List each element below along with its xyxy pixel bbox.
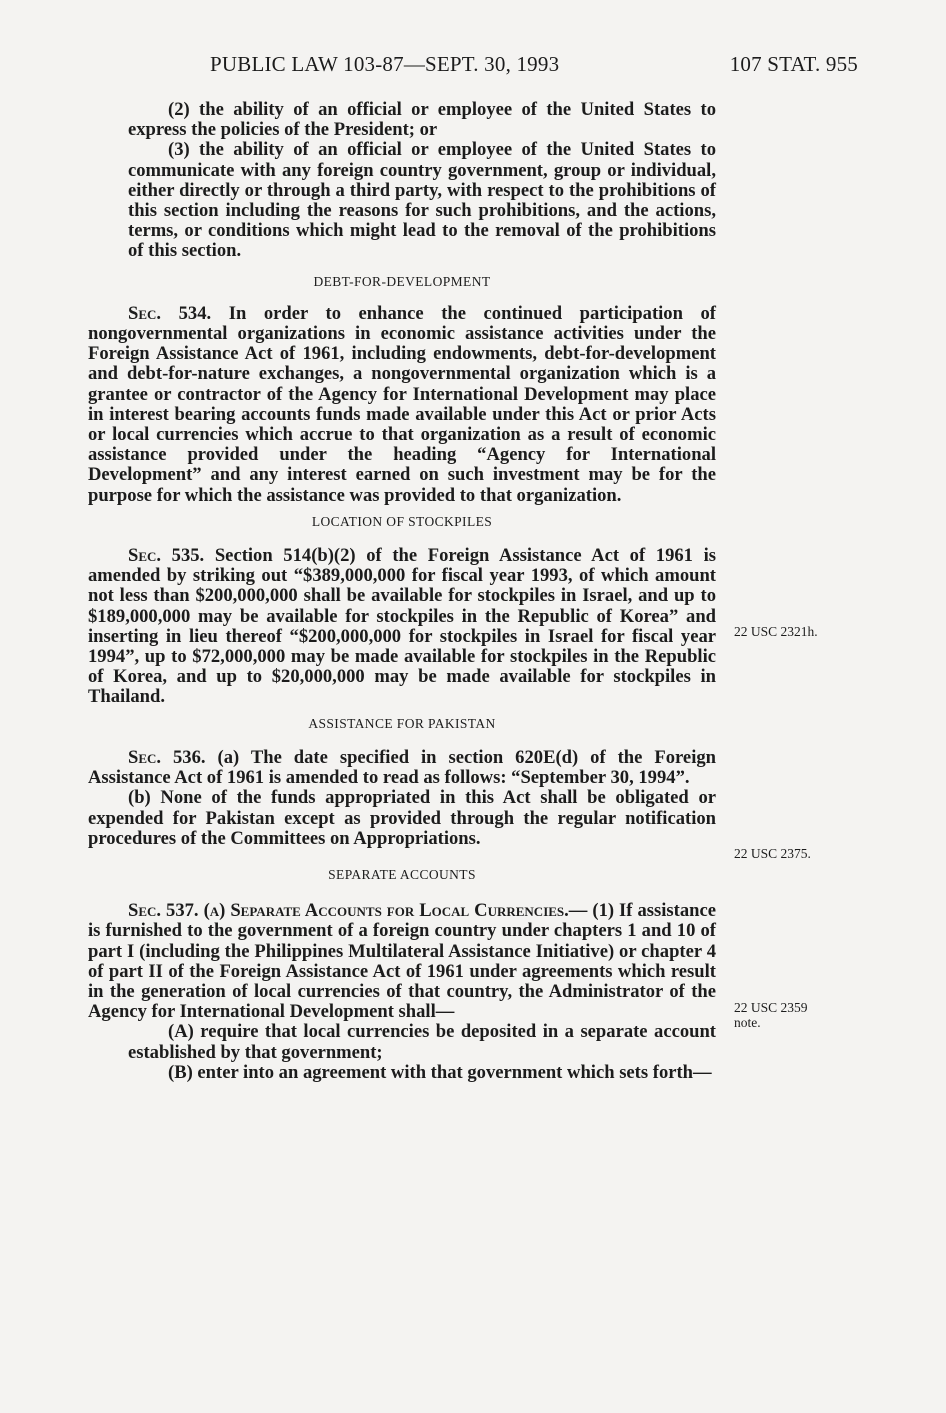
body-text <box>88 100 716 1083</box>
running-head: PUBLIC LAW 103-87—SEPT. 30, 1993 <box>210 52 560 76</box>
section-536-label: Sec. 536. <box>128 746 206 768</box>
heading-location-of-stockpiles: LOCATION OF STOCKPILES <box>311 513 493 529</box>
page-header <box>88 52 858 82</box>
margin-note-2359 <box>734 1000 844 1030</box>
section-537-A: (A) require that local currencies be deposited in a separate account established by that government; <box>128 1021 716 1063</box>
statute-page-reference: 107 STAT. 955 <box>729 52 858 76</box>
margin-note-2321h: 22 USC 2321h. <box>734 624 818 639</box>
section-537-B: (B) enter into an agreement with that government which sets forth— <box>168 1061 712 1083</box>
margin-note-2359-line2: note. <box>734 1015 761 1030</box>
section-537-a-title: (a) Separate Accounts for Local Currencies.— <box>203 900 588 922</box>
section-537-label: Sec. 537. <box>128 900 199 922</box>
section-534 <box>88 304 716 506</box>
section-536-a <box>88 748 716 788</box>
heading-assistance-for-pakistan: ASSISTANCE FOR PAKISTAN <box>308 715 496 731</box>
section-535 <box>88 546 716 708</box>
section-535-text: Section 514(b)(2) of the Foreign Assistance Act of 1961 is amended by striking out “$389,000,000 for fiscal year 1993, of which amount not less than $200,000,000 shall be available for stockpiles in Israel, and up to $189,000,000 may be available for stockpiles in the Republic of Korea” and inserting in lieu thereof “$200,000,000 for stockpiles in Israel for fiscal year 1994”, up to $72,000,000 may be made available for stockpiles in the Republic of Korea, and up to $20,000,000 may be made available for stockpiles in Thailand. <box>88 545 716 708</box>
paragraph-2: (2) the ability of an official or employee of the United States to express the policies of the President; or <box>128 99 716 141</box>
heading-debt-for-development: DEBT-FOR-DEVELOPMENT <box>313 273 491 289</box>
heading-separate-accounts: SEPARATE ACCOUNTS <box>328 866 476 882</box>
section-534-text: In order to enhance the continued participation of nongovernmental organizations in economic assistance activities under the Foreign Assistance Act of 1961, including endowments, debt-for-development and debt-for-nature exchanges, a nongovernmental organization which is a grantee or contractor of the Agency for International Development may place in interest bearing accounts funds made available under this Act or prior Acts or local currencies which accrue to that organization as a result of economic assistance provided under the heading “Agency for International Development” and any interest earned on such investment may be for the purpose for which the assistance was provided to that organization. <box>88 302 716 506</box>
section-535-label: Sec. 535. <box>128 545 205 567</box>
section-534-label: Sec. 534. <box>128 302 212 324</box>
section-536-b: (b) None of the funds appropriated in this Act shall be obligated or expended for Pakistan except as provided through the regular notification procedures of the Committees on Appropriations. <box>88 787 716 849</box>
section-537-1-text: (1) If assistance is furnished to the government of a foreign country under chapters 1 and 10 of part I (including the Philippines Multilateral Assistance Initiative) or chapter 4 of part II of the Foreign Assistance Act of 1961 under agreements which result in the generation of local currencies of that country, the Administrator of the Agency for International Development shall— <box>88 900 716 1023</box>
margin-note-2375: 22 USC 2375. <box>734 846 811 861</box>
section-536-a-text: (a) The date specified in section 620E(d) of the Foreign Assistance Act of 1961 is amended to read as follows: “September 30, 1994”. <box>88 746 716 789</box>
margin-note-2359-line1: 22 USC 2359 <box>734 1000 808 1015</box>
paragraph-3: (3) the ability of an official or employee of the United States to communicate with any foreign country government, group or individual, either directly or through a third party, with respect to the prohibitions of this section including the reasons for such prohibitions, and the actions, terms, or conditions which might lead to the removal of the prohibitions of this section. <box>128 139 716 262</box>
section-537-a <box>88 901 716 1022</box>
